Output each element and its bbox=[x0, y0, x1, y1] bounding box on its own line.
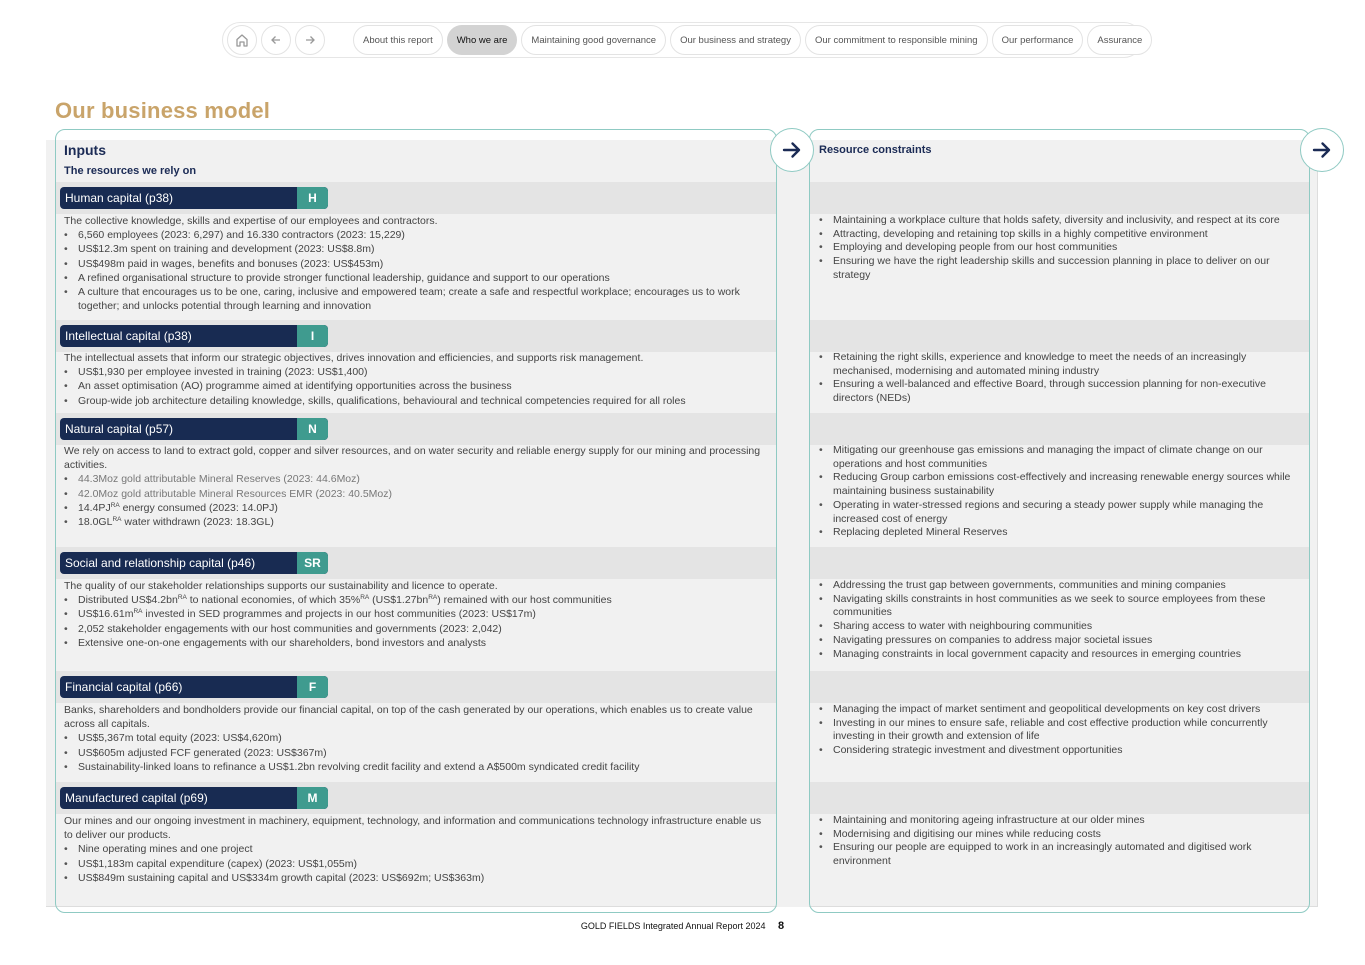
next-arrow-button[interactable] bbox=[1300, 128, 1344, 172]
list-item: • Sustainability-linked loans to refinance a US$1.2bn revolving credit facility and extend a A$500m syndicated credit facility bbox=[64, 760, 769, 774]
tab-responsible-mining[interactable]: Our commitment to responsible mining bbox=[805, 25, 988, 55]
capital-body-social bbox=[64, 579, 769, 650]
tab-assurance[interactable]: Assurance bbox=[1087, 25, 1152, 55]
constraints-social bbox=[819, 579, 1301, 661]
capital-label: Financial capital (p66) bbox=[65, 680, 183, 694]
list-item: • US$5,367m total equity (2023: US$4,620m) bbox=[64, 731, 769, 745]
tab-our-performance[interactable]: Our performance bbox=[992, 25, 1084, 55]
list-item: • Replacing depleted Mineral Reserves bbox=[819, 526, 1301, 540]
list-item: • $18.0GL^{RA}$ water withdrawn (2023: 18.3GL) bbox=[64, 515, 769, 529]
tab-about-this-report[interactable]: About this report bbox=[353, 25, 443, 55]
list-item: • $US\$16.61m^{RA}$ invested in SED programmes and projects in our host communities (2023: US$17m) bbox=[64, 607, 769, 621]
capital-header-natural[interactable] bbox=[60, 418, 328, 440]
arrow-right-icon bbox=[1311, 139, 1333, 161]
capital-header-manufactured[interactable] bbox=[60, 787, 328, 809]
list-item: • Maintaining and monitoring ageing infrastructure at our older mines bbox=[819, 814, 1301, 828]
capital-label: Human capital (p38) bbox=[65, 191, 174, 205]
forward-button[interactable] bbox=[295, 25, 325, 55]
list-item: • A culture that encourages us to be one, caring, inclusive and empowered team; create a safe and respectful workplace; encourages us to work together; and unlocks potential through learning and innovation bbox=[64, 285, 769, 313]
capital-label: Natural capital (p57) bbox=[65, 422, 174, 436]
list-item: • Distributed $US\$4.2bn^{RA}$ to national economies, of which 35%$^{RA}$ $(US\$1.27bn^{RA})$ remained with our host communities bbox=[64, 593, 769, 607]
list-item: • 6,560 employees (2023: 6,297) and 16.330 contractors (2023: 15,229) bbox=[64, 228, 769, 242]
constraints-manufactured bbox=[819, 814, 1301, 869]
list-item: • Managing constraints in local government capacity and resources in emerging countries bbox=[819, 648, 1301, 662]
back-button[interactable] bbox=[261, 25, 291, 55]
capital-intro: The quality of our stakeholder relationships supports our sustainability and licence to operate. bbox=[64, 580, 498, 592]
list-item: • Navigating pressures on companies to address major societal issues bbox=[819, 634, 1301, 648]
list-item: • Mitigating our greenhouse gas emissions and managing the impact of climate change on our operations and host communities bbox=[819, 444, 1301, 471]
capital-label: Intellectual capital (p38) bbox=[65, 329, 192, 343]
list-item: • Sharing access to water with neighbouring communities bbox=[819, 620, 1301, 634]
column-gap bbox=[777, 140, 809, 907]
arrow-right-icon bbox=[781, 139, 803, 161]
list-item: • Modernising and digitising our mines while reducing costs bbox=[819, 828, 1301, 842]
arrow-left-icon bbox=[268, 32, 284, 48]
capital-intro: Our mines and our ongoing investment in machinery, equipment, technology, and information and communications technology infrastructure enable us to deliver our products. bbox=[64, 815, 762, 842]
capital-body-natural bbox=[64, 444, 769, 529]
page-title: Our business model bbox=[55, 98, 271, 123]
capital-header-social[interactable] bbox=[60, 552, 328, 574]
capital-badge: N bbox=[297, 418, 328, 440]
list-item: • Extensive one-on-one engagements with our shareholders, bond investors and analysts bbox=[64, 636, 769, 650]
capital-header-financial[interactable] bbox=[60, 676, 328, 698]
list-item: • US$1,930 per employee invested in training (2023: US$1,400) bbox=[64, 365, 769, 379]
capital-badge: I bbox=[297, 325, 328, 347]
list-item: • Navigating skills constraints in host communities as we seek to source employees from these communities bbox=[819, 593, 1301, 620]
tab-maintaining-good-governance[interactable]: Maintaining good governance bbox=[521, 25, 666, 55]
list-item: • An asset optimisation (AO) programme aimed at identifying opportunities across the business bbox=[64, 379, 769, 393]
list-item: • Operating in water-stressed regions and securing a steady power supply while managing the increased cost of energy bbox=[819, 499, 1301, 526]
page-number: 8 bbox=[778, 920, 785, 932]
inputs-subheading: The resources we rely on bbox=[64, 165, 197, 177]
list-item: • Ensuring we have the right leadership skills and succession planning in place to deliver on our strategy bbox=[819, 255, 1301, 282]
list-item: • US$605m adjusted FCF generated (2023: US$367m) bbox=[64, 746, 769, 760]
home-button[interactable] bbox=[227, 25, 257, 55]
list-item: • Retaining the right skills, experience and knowledge to meet the needs of an increasingly mechanised, modernising and automated mining industry bbox=[819, 351, 1301, 378]
page-footer bbox=[0, 920, 1365, 932]
list-item: • Maintaining a workplace culture that holds safety, diversity and inclusivity, and respect at its core bbox=[819, 214, 1301, 228]
capital-badge: H bbox=[297, 187, 328, 209]
capital-body-manufactured bbox=[64, 814, 769, 885]
footer-report-title: GOLD FIELDS Integrated Annual Report 2024 bbox=[580, 921, 766, 931]
capital-intro: We rely on access to land to extract gold, copper and silver resources, and on water security and reliable energy supply for our mining and processing activities. bbox=[64, 445, 761, 472]
list-item: • Managing the impact of market sentiment and geopolitical developments on key cost drivers bbox=[819, 703, 1301, 717]
list-item: • Nine operating mines and one project bbox=[64, 842, 769, 856]
list-item: • 42.0Moz gold attributable Mineral Resources EMR (2023: 40.5Moz) bbox=[64, 487, 769, 501]
capital-body-human bbox=[64, 214, 769, 313]
list-item: • Employing and developing people from our host communities bbox=[819, 241, 1301, 255]
list-item: • Considering strategic investment and divestment opportunities bbox=[819, 744, 1301, 758]
capital-body-intellectual bbox=[64, 351, 769, 408]
capital-intro: Banks, shareholders and bondholders provide our financial capital, on top of the cash generated by our operations, which enables us to create value across all capitals. bbox=[64, 704, 753, 731]
capital-badge: M bbox=[297, 787, 328, 809]
capital-label: Manufactured capital (p69) bbox=[65, 791, 208, 805]
capital-badge: F bbox=[297, 676, 328, 698]
list-item: • Ensuring our people are equipped to work in an increasingly automated and digitised work environment bbox=[819, 841, 1301, 868]
list-item: • A refined organisational structure to provide stronger functional leadership, guidance and support to our operations bbox=[64, 271, 769, 285]
arrow-right-icon bbox=[302, 32, 318, 48]
list-item: • $14.4PJ^{RA}$ energy consumed (2023: 14.0PJ) bbox=[64, 501, 769, 515]
list-item: • Ensuring a well-balanced and effective Board, through succession planning for non-executive directors (NEDs) bbox=[819, 378, 1301, 405]
constraints-financial bbox=[819, 703, 1301, 758]
capital-intro: The collective knowledge, skills and expertise of our employees and contractors. bbox=[64, 215, 438, 227]
constraints-natural bbox=[819, 444, 1301, 540]
inputs-heading: Inputs bbox=[64, 142, 106, 158]
list-item: • 44.3Moz gold attributable Mineral Reserves (2023: 44.6Moz) bbox=[64, 472, 769, 486]
list-item: • US$849m sustaining capital and US$334m growth capital (2023: US$692m; US$363m) bbox=[64, 871, 769, 885]
list-item: • Addressing the trust gap between governments, communities and mining companies bbox=[819, 579, 1301, 593]
next-arrow-button[interactable] bbox=[770, 128, 814, 172]
list-item: • Investing in our mines to ensure safe, reliable and cost effective production while concurrently investing in their growth and extension of life bbox=[819, 717, 1301, 744]
capital-badge: SR bbox=[297, 552, 328, 574]
constraints-intellectual bbox=[819, 351, 1301, 406]
capital-intro: The intellectual assets that inform our strategic objectives, drives innovation and efficiencies, and supports risk management. bbox=[64, 352, 644, 364]
resource-constraints-heading: Resource constraints bbox=[819, 144, 932, 156]
list-item: • Reducing Group carbon emissions cost-effectively and increasing renewable energy sources while maintaining business sustainability bbox=[819, 471, 1301, 498]
top-navigation bbox=[222, 22, 1142, 58]
list-item: • Group-wide job architecture detailing knowledge, skills, qualifications, behavioural and technical competencies required for all roles bbox=[64, 394, 769, 408]
home-icon bbox=[234, 32, 250, 48]
constraints-human bbox=[819, 214, 1301, 283]
list-item: • 2,052 stakeholder engagements with our host communities and governments (2023: 2,042) bbox=[64, 622, 769, 636]
list-item: • US$12.3m spent on training and development (2023: US$8.8m) bbox=[64, 242, 769, 256]
capital-body-financial bbox=[64, 703, 769, 774]
tab-who-we-are[interactable]: Who we are bbox=[447, 25, 518, 55]
capital-header-human[interactable] bbox=[60, 187, 328, 209]
capital-header-intellectual[interactable] bbox=[60, 325, 328, 347]
list-item: • US$1,183m capital expenditure (capex) (2023: US$1,055m) bbox=[64, 857, 769, 871]
tab-our-business-and-strategy[interactable]: Our business and strategy bbox=[670, 25, 801, 55]
list-item: • Attracting, developing and retaining top skills in a highly competitive environment bbox=[819, 228, 1301, 242]
list-item: • US$498m paid in wages, benefits and bonuses (2023: US$453m) bbox=[64, 257, 769, 271]
capital-label: Social and relationship capital (p46) bbox=[65, 556, 256, 570]
